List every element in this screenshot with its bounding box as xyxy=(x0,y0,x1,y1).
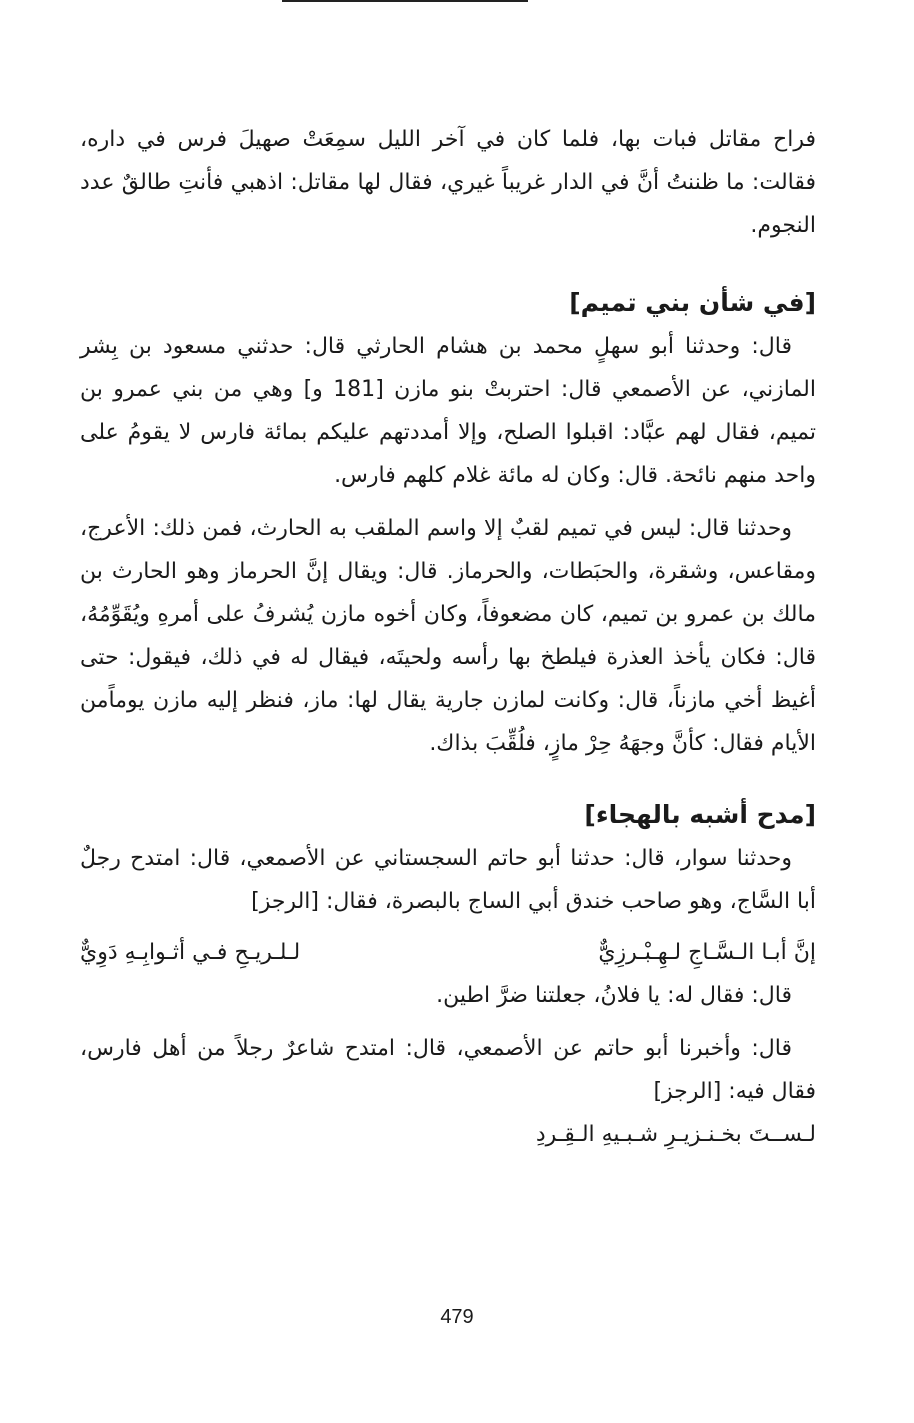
paragraph-2: قال: وحدثنا أبو سهلٍ محمد بن هشام الحارثي قال: حدثني مسعود بن بِشر المازني، عن الأصمعي قال: احتربتْ بنو مازن [181 و] وهي من بني عمرو بن تميم، فقال لهم عبَّاد: اقبلوا الصلح، وإلا أمددتهم عليكم بمائة فارس لا يقومُ على واحد منهم نائحة. قال: وكان له مائة غلام كلهم فارس. xyxy=(80,334,816,488)
paragraph-6: قال: وأخبرنا أبو حاتم عن الأصمعي، قال: امتدح شاعرٌ رجلاً من أهل فارس، فقال فيه: [الرجز] xyxy=(80,1036,816,1104)
page-body xyxy=(80,118,816,1156)
page-number: 479 xyxy=(440,1306,474,1328)
verse-1-first-hemistich: إنَّ أبـا الـسَّـاجِ لـهِـبْـرزِيٌّ xyxy=(598,940,816,965)
verse-1 xyxy=(80,931,816,974)
paragraph-4: وحدثنا سوار، قال: حدثنا أبو حاتم السجستاني عن الأصمعي، قال: امتدح رجلٌ أبا السَّاج، وهو صاحب خندق أبي الساج بالبصرة، فقال: [الرجز] xyxy=(80,846,816,914)
paragraph-3: وحدثنا قال: ليس في تميم لقبٌ إلا واسم الملقب به الحارث، فمن ذلك: الأعرج، ومقاعس، وشقرة، والحبَطات، والحرماز. قال: ويقال إنَّ الحرماز وهو الحارث بن مالك بن عمرو بن تميم، كان مضعوفاً، وكان أخوه مازن يُشرفُ على أمرهِ ويُقَوِّمُهُ، قال: فكان يأخذ العذرة فيلطخ بها رأسه ولحيتَه، فيقال له في ذلك، فيقول: حتى أغيظ أخي مازناً، قال: وكانت لمازن جارية يقال لها: ماز، فنظر إليه مازن يوماًمن الأيام فقال: كأنَّ وجهَهُ حِرْ مازٍ، فلُقِّبَ بذاك. xyxy=(80,516,816,756)
verse-1-second-hemistich: لـلـريـحِ فـي أثـوابِـهِ دَوِيٌّ xyxy=(80,940,301,965)
top-rule xyxy=(282,0,528,2)
section-heading-madh: [مدح أشبه بالهجاء] xyxy=(584,800,816,829)
paragraph-5: قال: فقال له: يا فلانُ، جعلتنا ضرَّ اطين. xyxy=(436,983,792,1008)
paragraph-1: فراح مقاتل فبات بها، فلما كان في آخر الليل سمِعَتْ صهيلَ فرس في داره، فقالت: ما ظننتُ أنَّ في الدار غريباً غيري، فقال لها مقاتل: اذهبي فأنتِ طالقٌ عدد النجوم. xyxy=(80,127,816,238)
verse-2: لـســتَ بخـنـزيـرِ شـبـيهِ الـقِـردِ xyxy=(535,1122,816,1147)
section-heading-bani-tamim: [في شأن بني تميم] xyxy=(569,288,816,317)
